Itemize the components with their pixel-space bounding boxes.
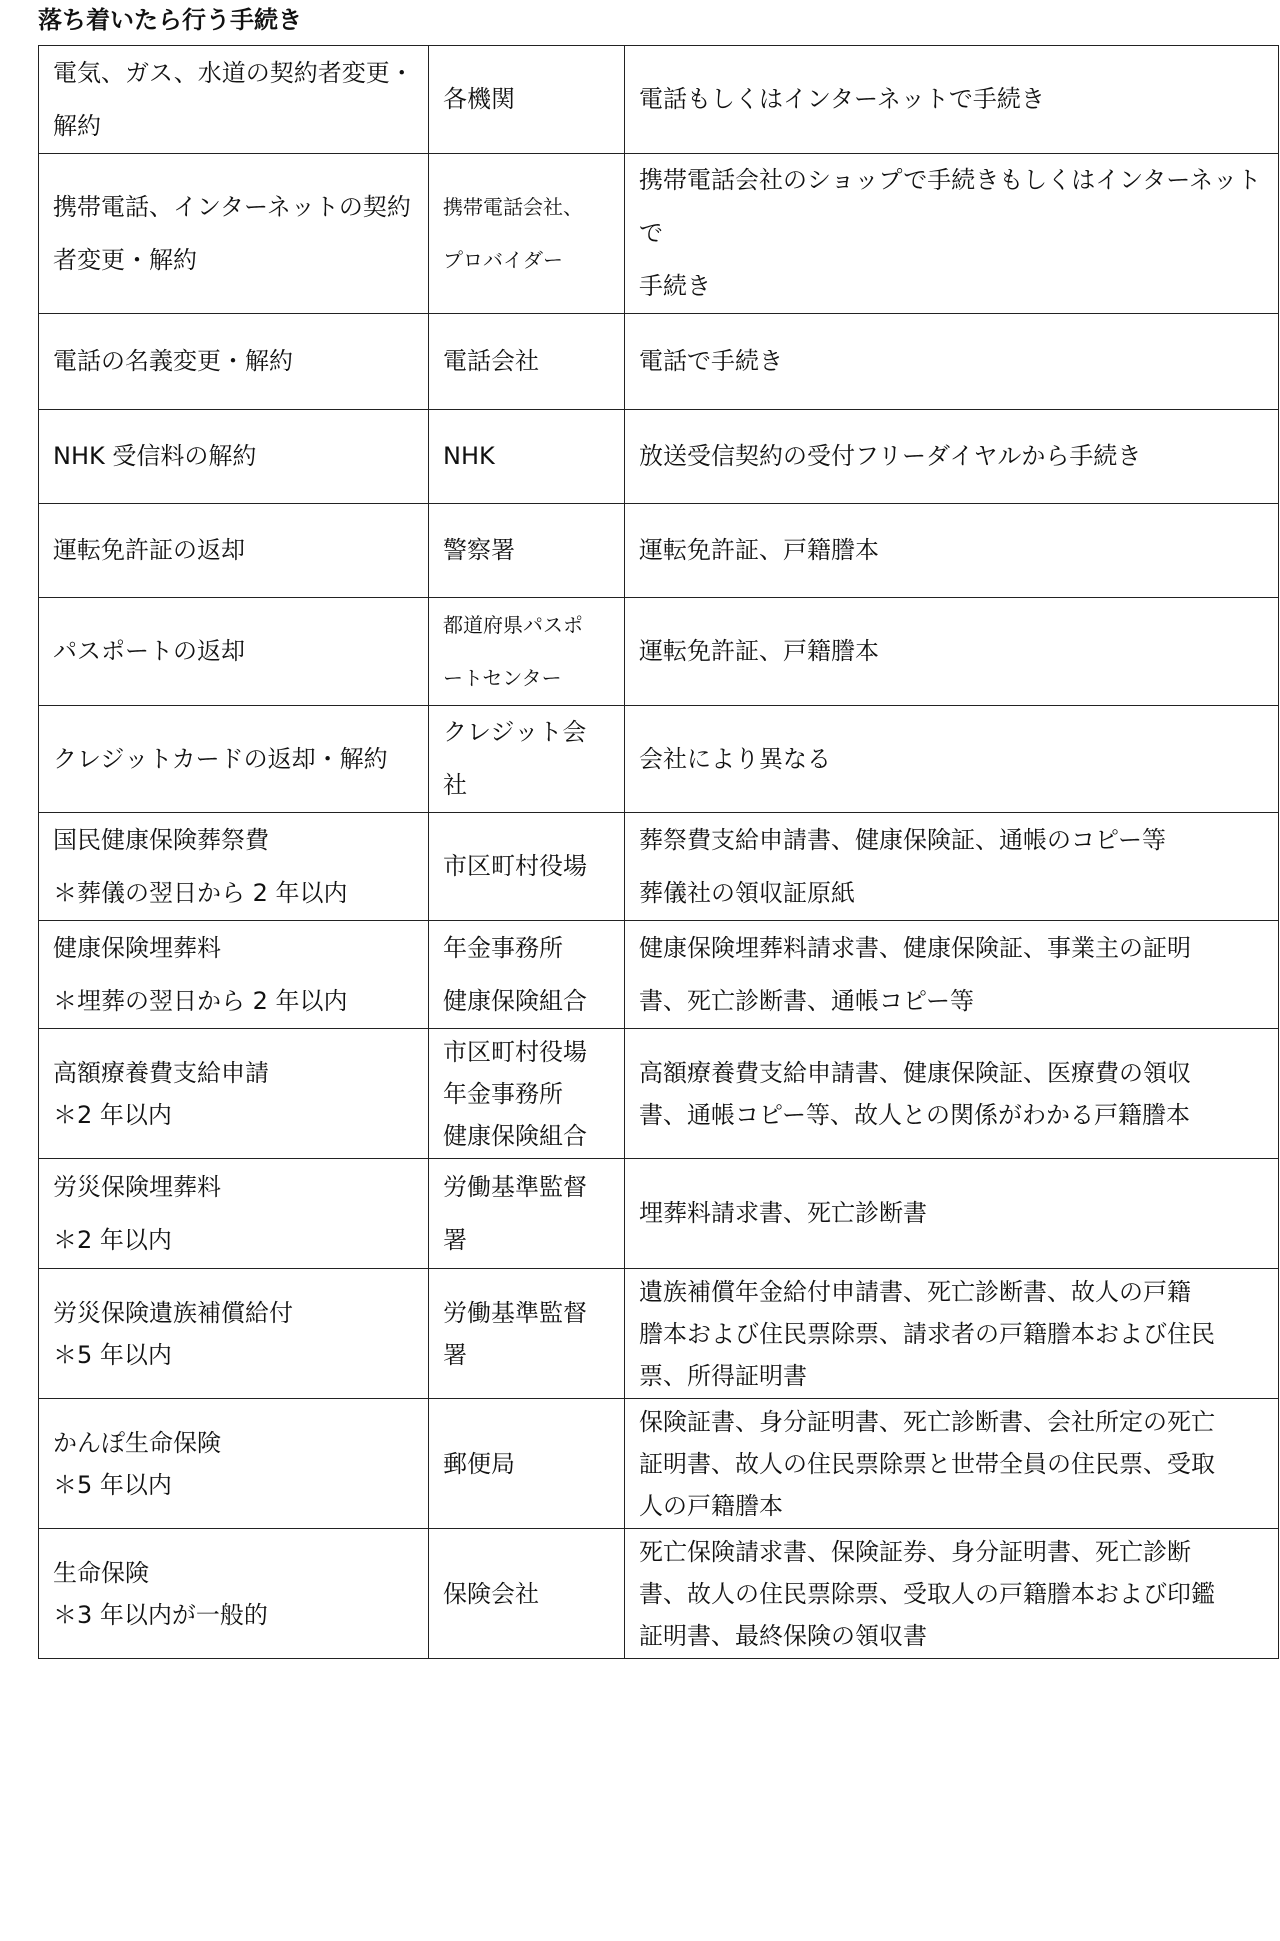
item-cell: 健康保険埋葬料 ＊埋葬の翌日から 2 年以内 xyxy=(39,921,429,1029)
table-row xyxy=(39,598,1279,706)
detail-cell: 運転免許証、戸籍謄本 xyxy=(625,598,1279,706)
detail-cell: 高額療養費支給申請書、健康保険証、医療費の領収 書、通帳コピー等、故人との関係がわかる戸籍謄本 xyxy=(625,1029,1279,1159)
detail-cell: 葬祭費支給申請書、健康保険証、通帳のコピー等 葬儀社の領収証原紙 xyxy=(625,813,1279,921)
org-cell: NHK xyxy=(429,410,625,504)
item-cell: 国民健康保険葬祭費 ＊葬儀の翌日から 2 年以内 xyxy=(39,813,429,921)
page-title: 落ち着いたら行う手続き xyxy=(38,6,302,34)
org-cell: 郵便局 xyxy=(429,1399,625,1529)
org-cell: 労働基準監督 署 xyxy=(429,1269,625,1399)
table-row xyxy=(39,1269,1279,1399)
org-cell: 警察署 xyxy=(429,504,625,598)
item-cell: かんぽ生命保険 ＊5 年以内 xyxy=(39,1399,429,1529)
org-cell: 市区町村役場 年金事務所 健康保険組合 xyxy=(429,1029,625,1159)
table-row xyxy=(39,1529,1279,1659)
table-row xyxy=(39,1029,1279,1159)
table-row xyxy=(39,314,1279,410)
item-cell: 労災保険埋葬料 ＊2 年以内 xyxy=(39,1159,429,1269)
table-row xyxy=(39,1399,1279,1529)
item-cell: NHK 受信料の解約 xyxy=(39,410,429,504)
procedures-table xyxy=(38,45,1279,1659)
table-row xyxy=(39,706,1279,813)
detail-cell: 死亡保険請求書、保険証券、身分証明書、死亡診断 書、故人の住民票除票、受取人の戸籍謄本および印鑑 証明書、最終保険の領収書 xyxy=(625,1529,1279,1659)
detail-cell: 携帯電話会社のショップで手続きもしくはインターネットで 手続き xyxy=(625,154,1279,314)
item-cell: 電話の名義変更・解約 xyxy=(39,314,429,410)
item-cell: パスポートの返却 xyxy=(39,598,429,706)
item-cell: 運転免許証の返却 xyxy=(39,504,429,598)
table-row xyxy=(39,921,1279,1029)
detail-cell: 健康保険埋葬料請求書、健康保険証、事業主の証明 書、死亡診断書、通帳コピー等 xyxy=(625,921,1279,1029)
org-cell: 市区町村役場 xyxy=(429,813,625,921)
table-row xyxy=(39,410,1279,504)
item-cell: クレジットカードの返却・解約 xyxy=(39,706,429,813)
item-cell: 電気、ガス、水道の契約者変更・ 解約 xyxy=(39,46,429,154)
table-row xyxy=(39,46,1279,154)
detail-cell: 埋葬料請求書、死亡診断書 xyxy=(625,1159,1279,1269)
org-cell: 年金事務所 健康保険組合 xyxy=(429,921,625,1029)
table-row xyxy=(39,504,1279,598)
item-cell: 労災保険遺族補償給付 ＊5 年以内 xyxy=(39,1269,429,1399)
detail-cell: 遺族補償年金給付申請書、死亡診断書、故人の戸籍 謄本および住民票除票、請求者の戸籍謄本および住民 票、所得証明書 xyxy=(625,1269,1279,1399)
org-cell: 携帯電話会社、 プロバイダー xyxy=(429,154,625,314)
item-cell: 生命保険 ＊3 年以内が一般的 xyxy=(39,1529,429,1659)
detail-cell: 放送受信契約の受付フリーダイヤルから手続き xyxy=(625,410,1279,504)
detail-cell: 保険証書、身分証明書、死亡診断書、会社所定の死亡 証明書、故人の住民票除票と世帯全員の住民票、受取 人の戸籍謄本 xyxy=(625,1399,1279,1529)
detail-cell: 電話で手続き xyxy=(625,314,1279,410)
org-cell: 都道府県パスポ ートセンター xyxy=(429,598,625,706)
table-row xyxy=(39,813,1279,921)
detail-cell: 運転免許証、戸籍謄本 xyxy=(625,504,1279,598)
org-cell: 保険会社 xyxy=(429,1529,625,1659)
org-cell: 労働基準監督 署 xyxy=(429,1159,625,1269)
detail-cell: 電話もしくはインターネットで手続き xyxy=(625,46,1279,154)
detail-cell: 会社により異なる xyxy=(625,706,1279,813)
org-cell: クレジット会社 xyxy=(429,706,625,813)
item-cell: 高額療養費支給申請 ＊2 年以内 xyxy=(39,1029,429,1159)
table-row xyxy=(39,154,1279,314)
org-cell: 電話会社 xyxy=(429,314,625,410)
table-row xyxy=(39,1159,1279,1269)
org-cell: 各機関 xyxy=(429,46,625,154)
item-cell: 携帯電話、インターネットの契約 者変更・解約 xyxy=(39,154,429,314)
